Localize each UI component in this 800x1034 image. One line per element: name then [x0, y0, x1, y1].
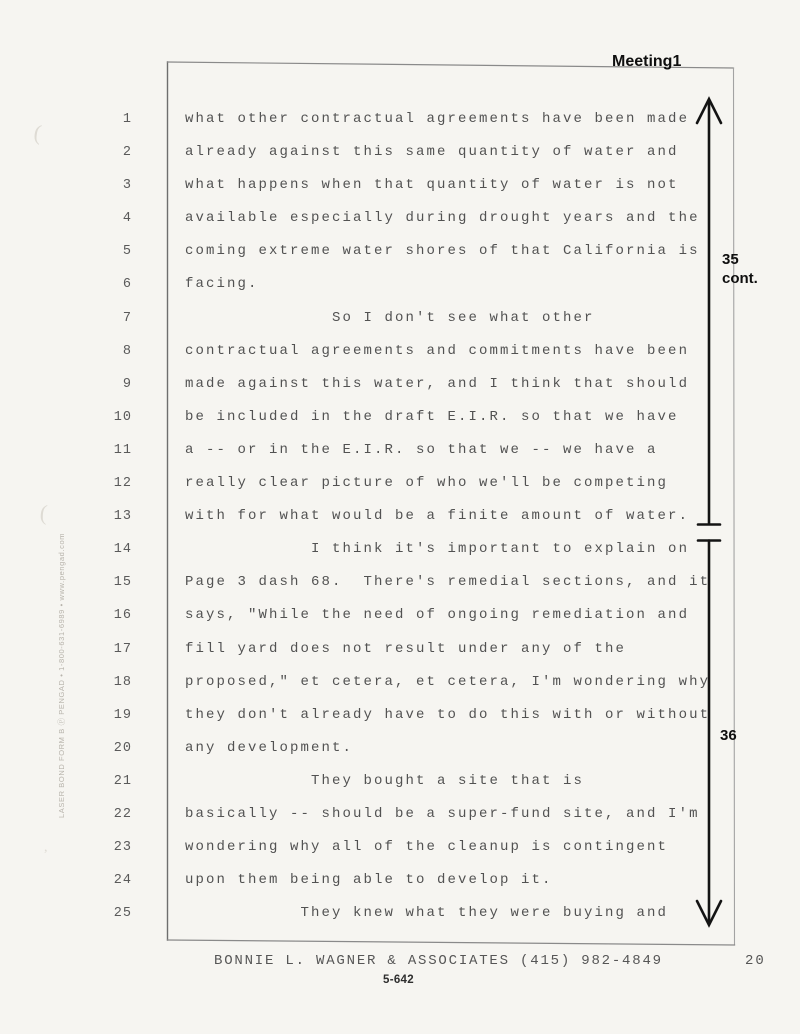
- line-text: So I don't see what other: [185, 309, 595, 326]
- transcript-line: [0, 599, 800, 632]
- line-number: 17: [113, 641, 132, 657]
- line-number: 3: [122, 178, 132, 194]
- line-text: what other contractual agreements have been made: [185, 111, 690, 127]
- line-number: 12: [113, 476, 132, 492]
- transcript-line: [0, 434, 800, 467]
- line-number: 25: [113, 906, 132, 922]
- line-text: be included in the draft E.I.R. so that we have: [185, 408, 679, 425]
- transcript-line: [0, 864, 800, 897]
- scan-artifact: (: [38, 499, 49, 526]
- line-text: says, "While the need of ongoing remediation and: [185, 607, 690, 624]
- transcript-line: [0, 235, 800, 268]
- line-text: facing.: [185, 276, 259, 293]
- line-text: proposed," et cetera, et cetera, I'm wondering why: [185, 673, 711, 690]
- line-text: basically -- should be a super-fund site, and I'm: [185, 805, 700, 822]
- section-35-cont: cont.: [722, 270, 758, 287]
- line-text: really clear picture of who we'll be competing: [185, 475, 669, 492]
- line-text: with for what would be a finite amount of water.: [185, 508, 690, 525]
- line-number: 5: [122, 244, 132, 260]
- line-text: wondering why all of the cleanup is contingent: [185, 839, 669, 856]
- pengad-margin-text: LASER BOND FORM B Ⓟ PENGAD • 1-800-631-6989 • www.pengad.com: [57, 532, 66, 818]
- line-number: 11: [113, 442, 132, 458]
- line-text: made against this water, and I think that should: [185, 375, 690, 392]
- line-number: 19: [113, 707, 132, 723]
- transcript-line: [0, 500, 800, 533]
- line-text: I think it's important to explain on: [185, 541, 690, 558]
- line-number: 14: [113, 542, 132, 558]
- line-number: 18: [113, 674, 132, 690]
- transcript-line: [0, 633, 800, 666]
- line-number: 24: [113, 873, 132, 889]
- line-text: Page 3 dash 68. There's remedial sections, and it: [185, 574, 711, 591]
- line-number: 1: [122, 112, 132, 127]
- transcript-line: [0, 368, 800, 401]
- line-text: coming extreme water shores of that California is: [185, 243, 700, 260]
- line-number: 20: [113, 740, 132, 756]
- transcript-line: [0, 268, 800, 301]
- transcript-line: [0, 831, 800, 864]
- line-text: what happens when that quantity of water is not: [185, 177, 679, 194]
- line-number: 23: [113, 840, 132, 856]
- transcript-line: [0, 467, 800, 500]
- line-number: 10: [113, 409, 132, 425]
- line-number: 13: [113, 509, 132, 525]
- scan-artifact: (: [32, 119, 44, 146]
- transcript-lines: [0, 103, 800, 930]
- line-text: already against this same quantity of water and: [185, 144, 679, 161]
- line-text: upon them being able to develop it.: [185, 872, 553, 889]
- transcript-line: [0, 897, 800, 930]
- transcript-line: [0, 136, 800, 169]
- transcript-line: [0, 169, 800, 202]
- transcript-line: [0, 533, 800, 566]
- section-35-number: 35: [722, 251, 739, 268]
- transcript-line: [0, 401, 800, 434]
- line-number: 22: [113, 806, 132, 822]
- line-text: any development.: [185, 739, 354, 756]
- line-number: 4: [122, 211, 132, 227]
- line-number: 9: [122, 376, 132, 392]
- transcript-line: [0, 798, 800, 831]
- transcript-line: [0, 732, 800, 765]
- transcript-line: [0, 666, 800, 699]
- transcript-line: [0, 202, 800, 235]
- transcript-line: [0, 765, 800, 798]
- line-number: 15: [113, 575, 132, 591]
- line-text: contractual agreements and commitments have been: [185, 342, 690, 359]
- transcript-line: [0, 335, 800, 368]
- section-36-label: 36: [720, 727, 737, 744]
- reporter-name: BONNIE L. WAGNER & ASSOCIATES (415) 982-4849: [214, 953, 663, 969]
- transcript-line: [0, 566, 800, 599]
- line-number: 2: [122, 145, 132, 161]
- line-text: available especially during drought years and the: [185, 210, 700, 227]
- line-text: They knew what they were buying and: [185, 905, 669, 922]
- meeting-label: Meeting1: [612, 53, 682, 70]
- transcript-line: [0, 302, 800, 335]
- line-text: they don't already have to do this with or without: [185, 706, 711, 723]
- scan-artifact: ,: [44, 840, 48, 855]
- document-number: 5-642: [383, 974, 414, 986]
- transcript-line: [0, 103, 800, 136]
- line-number: 16: [113, 608, 132, 624]
- line-number: 6: [122, 277, 132, 293]
- line-text: fill yard does not result under any of the: [185, 640, 627, 657]
- line-text: a -- or in the E.I.R. so that we -- we have a: [185, 441, 658, 458]
- line-text: They bought a site that is: [185, 772, 585, 789]
- line-number: 21: [113, 773, 132, 789]
- line-number: 7: [122, 310, 132, 326]
- page-number: 20: [745, 953, 766, 969]
- transcript-line: [0, 699, 800, 732]
- footer: [0, 953, 800, 971]
- line-number: 8: [122, 343, 132, 359]
